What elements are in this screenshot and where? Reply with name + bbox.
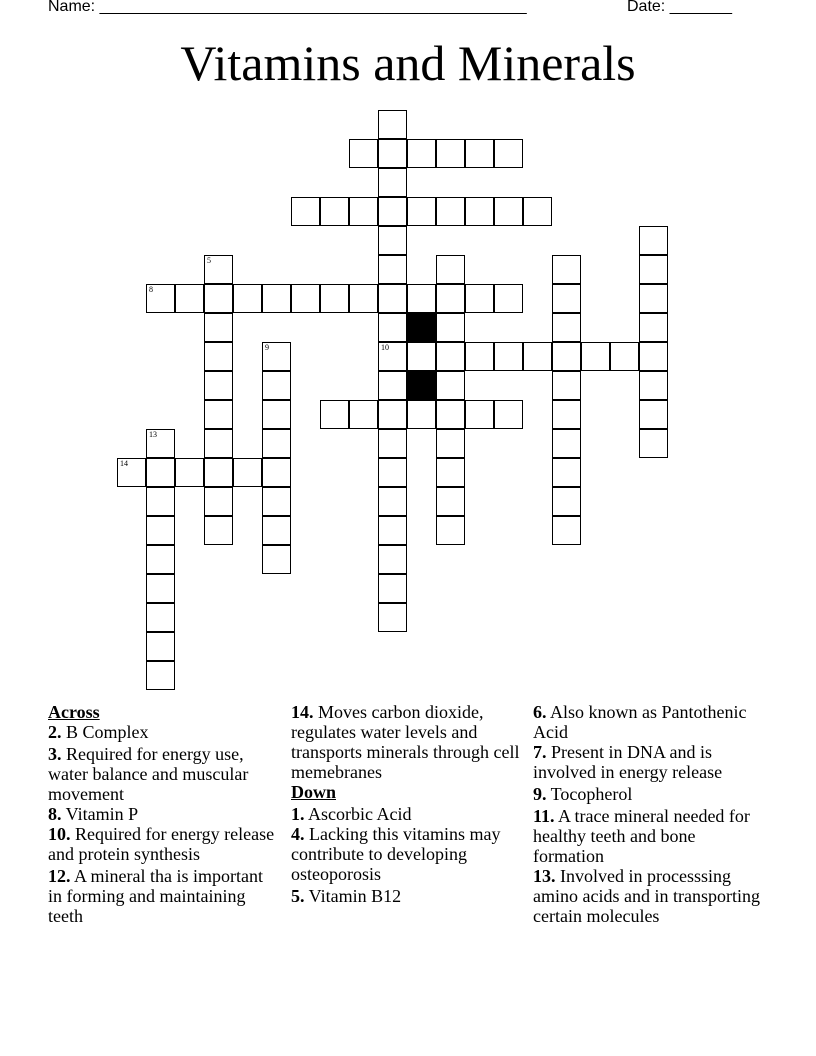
grid-cell[interactable] [407,197,436,226]
grid-cell[interactable] [204,371,233,400]
grid-cell[interactable] [552,342,581,371]
grid-cell[interactable] [552,516,581,545]
grid-cell[interactable] [349,400,378,429]
grid-cell[interactable] [639,400,668,429]
clue-down-6: 6. Also known as Pantothenic Acid [533,702,747,742]
grid-cell[interactable] [436,429,465,458]
grid-cell[interactable] [146,545,175,574]
clue-column-1 [48,702,278,926]
grid-cell[interactable] [523,342,552,371]
grid-cell[interactable] [639,371,668,400]
black-cell [407,371,436,400]
down-heading: Down [291,782,337,802]
grid-cell[interactable] [552,284,581,313]
clue-down-4: 4. Lacking this vitamins may contribute to developing osteoporosis [291,824,501,884]
grid-cell[interactable] [552,313,581,342]
grid-cell[interactable] [262,429,291,458]
grid-cell[interactable] [146,284,175,313]
clue-down-13: 13. Involved in processsing amino acids and in transporting certain molecules [533,866,760,926]
page-title: Vitamins and Minerals [180,35,636,91]
grid-cell[interactable] [639,284,668,313]
grid-cell[interactable] [436,197,465,226]
grid-cell[interactable] [465,400,494,429]
grid-cell[interactable] [436,487,465,516]
grid-cell[interactable] [378,458,407,487]
grid-cell[interactable] [465,197,494,226]
grid-cell[interactable] [262,400,291,429]
grid-cell[interactable] [378,545,407,574]
grid-cell[interactable] [407,400,436,429]
grid-cell[interactable] [523,197,552,226]
clue-number: 13 [149,430,157,439]
grid-cell[interactable] [407,284,436,313]
grid-cell[interactable] [262,284,291,313]
grid-cell[interactable] [146,632,175,661]
grid-cell[interactable] [291,284,320,313]
grid-cell[interactable] [436,371,465,400]
black-cell [407,313,436,342]
clue-across-10: 10. Required for energy release and protein synthesis [48,824,275,864]
grid-cell[interactable] [407,342,436,371]
grid-cell[interactable] [494,342,523,371]
grid-cell[interactable] [378,255,407,284]
grid-cell[interactable] [436,255,465,284]
grid-cell[interactable] [610,342,639,371]
grid-cell[interactable] [204,400,233,429]
grid-cell[interactable] [378,313,407,342]
clue-down-11: 11. A trace mineral needed for healthy teeth and bone formation [533,806,750,866]
clue-across-8: 8. Vitamin P [48,804,139,824]
grid-cell[interactable] [291,197,320,226]
grid-cell[interactable] [146,429,175,458]
grid-cell[interactable] [378,110,407,139]
clue-across-2: 2. B Complex [48,722,149,742]
clue-column-2 [291,702,521,906]
name-field: Name: ________________________________________________ [48,0,527,15]
clue-down-7: 7. Present in DNA and is involved in energy release [533,742,723,782]
grid-cell[interactable] [320,197,349,226]
grid-cell[interactable] [436,342,465,371]
grid-cell[interactable] [494,284,523,313]
grid-cell[interactable] [494,197,523,226]
grid-cell[interactable] [233,458,262,487]
grid-cell[interactable] [146,458,175,487]
grid-cell[interactable] [465,342,494,371]
grid-cell[interactable] [465,284,494,313]
grid-cell[interactable] [262,516,291,545]
grid-cell[interactable] [552,429,581,458]
grid-cell[interactable] [639,313,668,342]
grid-cell[interactable] [552,400,581,429]
grid-cell[interactable] [262,371,291,400]
grid-cell[interactable] [378,574,407,603]
grid-cell[interactable] [378,139,407,168]
grid-cell[interactable] [378,516,407,545]
grid-cell[interactable] [639,226,668,255]
grid-cell[interactable] [146,661,175,690]
grid-cell[interactable] [349,284,378,313]
grid-cell[interactable] [146,487,175,516]
grid-cell[interactable] [552,458,581,487]
grid-cell[interactable] [349,197,378,226]
grid-cell[interactable] [262,545,291,574]
grid-cell[interactable] [204,516,233,545]
grid-cell[interactable] [436,400,465,429]
grid-cell[interactable] [175,458,204,487]
across-heading: Across [48,702,100,722]
date-field: Date: _______ [627,0,732,15]
grid-cell[interactable] [378,284,407,313]
clue-down-5: 5. Vitamin B12 [291,886,402,906]
grid-cell[interactable] [204,313,233,342]
grid-cell[interactable] [204,487,233,516]
clue-number: 8 [149,285,153,294]
grid-cell[interactable] [204,429,233,458]
grid-cell[interactable] [436,313,465,342]
grid-cell[interactable] [639,429,668,458]
grid-cell[interactable] [146,516,175,545]
grid-cell[interactable] [552,487,581,516]
grid-cell[interactable] [581,342,610,371]
grid-cell[interactable] [436,284,465,313]
grid-cell[interactable] [378,429,407,458]
clue-column-3 [533,702,763,926]
grid-cell[interactable] [378,487,407,516]
clue-down-1: 1. Ascorbic Acid [291,804,412,824]
grid-cell[interactable] [494,139,523,168]
grid-cell[interactable] [146,603,175,632]
grid-cell[interactable] [378,226,407,255]
grid-cell[interactable] [436,139,465,168]
grid-cell[interactable] [465,139,494,168]
grid-cell[interactable] [204,458,233,487]
grid-cell[interactable] [233,284,262,313]
grid-cell[interactable] [378,371,407,400]
grid-cell[interactable] [552,371,581,400]
grid-cell[interactable] [320,400,349,429]
grid-cell[interactable] [262,342,291,371]
grid-cell[interactable] [407,139,436,168]
clue-number: 5 [207,256,211,265]
grid-cell[interactable] [378,400,407,429]
clue-across-14: 14. Moves carbon dioxide, regulates water levels and transports minerals through cell memebranes [291,702,520,782]
grid-cell[interactable] [378,168,407,197]
grid-cell[interactable] [117,458,146,487]
grid-cell[interactable] [262,458,291,487]
grid-cell[interactable] [378,197,407,226]
grid-cell[interactable] [494,400,523,429]
grid-cell[interactable] [204,255,233,284]
clue-across-12: 12. A mineral tha is important in forming and maintaining teeth [48,866,263,926]
grid-cell[interactable] [320,284,349,313]
grid-cell[interactable] [378,603,407,632]
grid-cell[interactable] [552,255,581,284]
grid-cell[interactable] [349,139,378,168]
grid-cell[interactable] [436,458,465,487]
grid-cell[interactable] [262,487,291,516]
clue-number: 14 [120,459,128,468]
grid-cell[interactable] [204,284,233,313]
grid-cell[interactable] [204,342,233,371]
grid-cell[interactable] [378,342,407,371]
grid-cell[interactable] [639,342,668,371]
clue-down-9: 9. Tocopherol [533,784,633,804]
grid-cell[interactable] [175,284,204,313]
clue-number: 10 [381,343,389,352]
grid-cell[interactable] [639,255,668,284]
clue-number: 9 [265,343,269,352]
clue-across-3: 3. Required for energy use, water balance and muscular movement [48,744,249,804]
grid-cell[interactable] [436,516,465,545]
grid-cell[interactable] [146,574,175,603]
